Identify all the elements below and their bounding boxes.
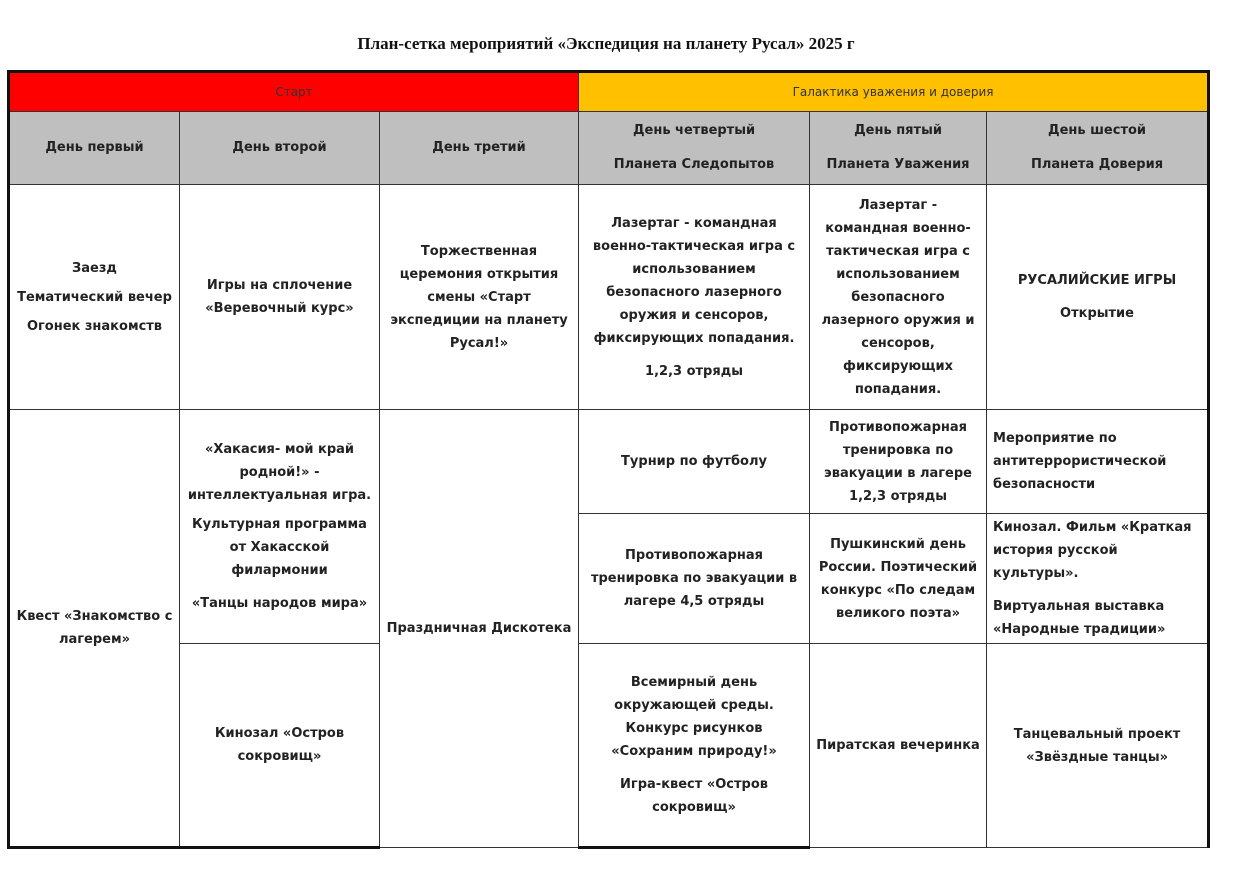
- cell-day5-row3: [810, 644, 987, 848]
- event-text: РУСАЛИЙСКИЕ ИГРЫ: [1017, 273, 1177, 288]
- day-header-3: [380, 112, 579, 185]
- event-text: Танцевальный проект «Звёздные танцы»: [1013, 726, 1181, 765]
- day-name: День четвертый: [632, 123, 756, 138]
- event-text: Кинозал. Фильм «Краткая история русской культуры».: [993, 520, 1192, 581]
- event-text: «Танцы народов мира»: [191, 596, 368, 611]
- cell-day2-row3: [180, 644, 380, 848]
- event-text: Лазертаг - командная военно-тактическая игра с использованием безопасного лазерного оружия и сенсоров, фиксирующих попадания.: [821, 197, 975, 397]
- schedule-table: [7, 70, 1210, 849]
- day-name: День третий: [432, 140, 526, 155]
- event-text: Открытие: [1060, 306, 1134, 321]
- day-header-5: [810, 112, 987, 185]
- cell-day1-row2: [9, 410, 180, 848]
- cell-day5-row2b: [810, 514, 987, 644]
- event-text: Пиратская вечеринка: [816, 738, 980, 753]
- cell-day4-row2b: [579, 514, 810, 644]
- day-name: День первый: [45, 140, 144, 155]
- event-text: Противопожарная тренировка по эвакуации в лагере 4,5 отряды: [590, 548, 798, 609]
- cell-day6-row1: [987, 185, 1209, 410]
- page-title: План-сетка мероприятий «Экспедиция на планету Русал» 2025 г: [357, 34, 855, 53]
- cell-day6-row2b: [987, 514, 1209, 644]
- day-header-4: [579, 112, 810, 185]
- day-header-2: [180, 112, 380, 185]
- band-galaxy: Галактика уважения и доверия: [579, 72, 1209, 112]
- cell-day4-row2a: [579, 410, 810, 514]
- day-name: День шестой: [1048, 123, 1147, 138]
- cell-day1-row1: [9, 185, 180, 410]
- event-text: Квест «Знакомство с лагерем»: [16, 609, 173, 647]
- event-text: Игра-квест «Остров сокровищ»: [620, 777, 768, 815]
- day-name: День второй: [232, 140, 327, 155]
- cell-day6-row2a: [987, 410, 1209, 514]
- event-text: Пушкинский день России. Поэтический конкурс «По следам великого поэта»: [818, 536, 978, 621]
- cell-day6-row3: [987, 644, 1209, 848]
- band-start: Старт: [9, 72, 579, 112]
- event-note: 1,2,3 отряды: [645, 363, 743, 379]
- day-header-1: [9, 112, 180, 185]
- day-header-6: [987, 112, 1209, 185]
- event-text: Турнир по футболу: [621, 454, 767, 469]
- cell-day4-row1: [579, 185, 810, 410]
- planet-name: Планета Доверия: [1030, 157, 1164, 172]
- planet-name: Планета Уважения: [826, 157, 970, 172]
- event-text: «Хакасия- мой край родной!» - интеллектуальная игра.: [187, 442, 372, 503]
- event-text: Всемирный день окружающей среды. Конкурс рисунков «Сохраним природу!»: [611, 675, 777, 759]
- planet-name: Планета Следопытов: [613, 157, 775, 172]
- event-text: Кинозал «Остров сокровищ»: [214, 726, 345, 764]
- day-name: День пятый: [854, 123, 942, 138]
- event-text: Тематический вечер: [17, 289, 172, 305]
- event-text: Противопожарная тренировка по эвакуации в лагере 1,2,3 отряды: [824, 419, 972, 504]
- event-text: Огонек знакомств: [26, 318, 163, 334]
- event-text: Праздничная Дискотека: [386, 621, 572, 636]
- cell-day5-row2a: [810, 410, 987, 514]
- event-text: Заезд: [72, 260, 117, 276]
- event-text: Лазертаг - командная военно-тактическая игра с использованием безопасного лазерного оружия и сенсоров, фиксирующих попадания.: [592, 215, 796, 346]
- cell-day2-row2: [180, 410, 380, 644]
- event-text: Культурная программа от Хакасской филармонии: [192, 517, 367, 578]
- event-text: Мероприятие по антитеррористической безопасности: [993, 431, 1167, 492]
- cell-day2-row1: [180, 185, 380, 410]
- cell-day4-row3: [579, 644, 810, 848]
- cell-day5-row1: [810, 185, 987, 410]
- cell-day3-row2: [380, 410, 579, 848]
- cell-day3-row1: [380, 185, 579, 410]
- event-text: Торжественная церемония открытия смены «Старт экспедиции на планету Русал!»: [390, 243, 568, 351]
- event-text: Игры на сплочение «Веревочный курс»: [205, 278, 354, 316]
- event-text: Виртуальная выставка «Народные традиции»: [993, 599, 1166, 637]
